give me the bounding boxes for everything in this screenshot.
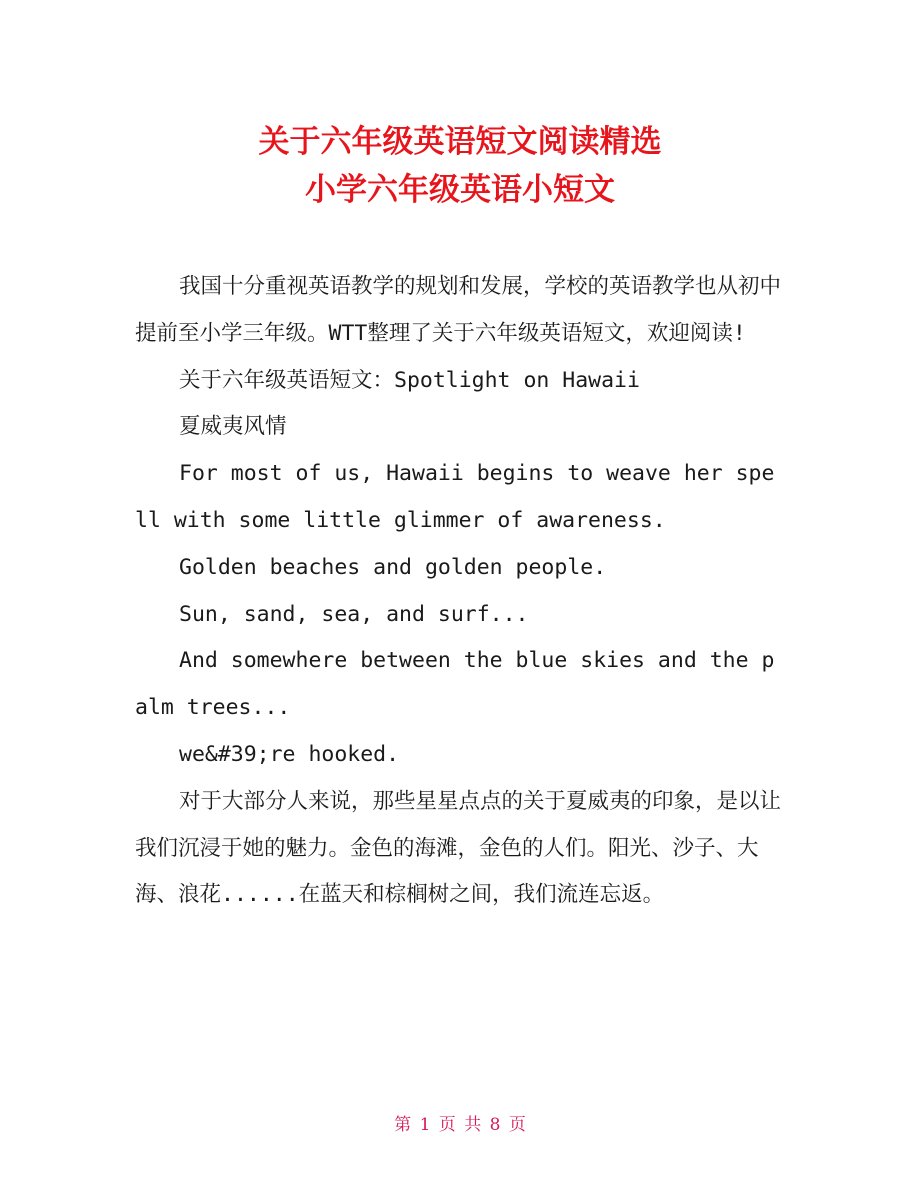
title-line-main: 关于六年级英语短文阅读精选 [258, 124, 662, 160]
paragraph-english-4: And somewhere between the blue skies and the palm trees... [135, 648, 775, 721]
document-body [135, 264, 785, 919]
paragraph-english-3: Sun, sand, sea, and surf... [179, 601, 529, 627]
paragraph-heading: 关于六年级英语短文：Spotlight on Hawaii [179, 367, 640, 393]
paragraph-english-2: Golden beaches and golden people. [179, 554, 607, 580]
paragraph-translation: 对于大部分人来说，那些星星点点的关于夏威夷的印象，是以让我们沉浸于她的魅力。金色的海滩，金色的人们。阳光、沙子、大海、浪花......在蓝天和棕榈树之间，我们流连忘返。 [135, 788, 782, 908]
paragraph-english-5: we&#39;re hooked. [179, 741, 400, 767]
document-title [0, 118, 920, 214]
paragraph-subheading: 夏威夷风情 [179, 414, 287, 440]
title-line-sub: 小学六年级英语小短文 [305, 172, 615, 208]
page-footer: 第 1 页 共 8 页 [394, 1115, 526, 1135]
paragraph-intro: 我国十分重视英语教学的规划和发展，学校的英语教学也从初中提前至小学三年级。WTT整理了关于六年级英语短文，欢迎阅读! [135, 274, 782, 346]
paragraph-english-1: For most of us, Hawaii begins to weave her spell with some little glimmer of awareness. [135, 461, 775, 533]
